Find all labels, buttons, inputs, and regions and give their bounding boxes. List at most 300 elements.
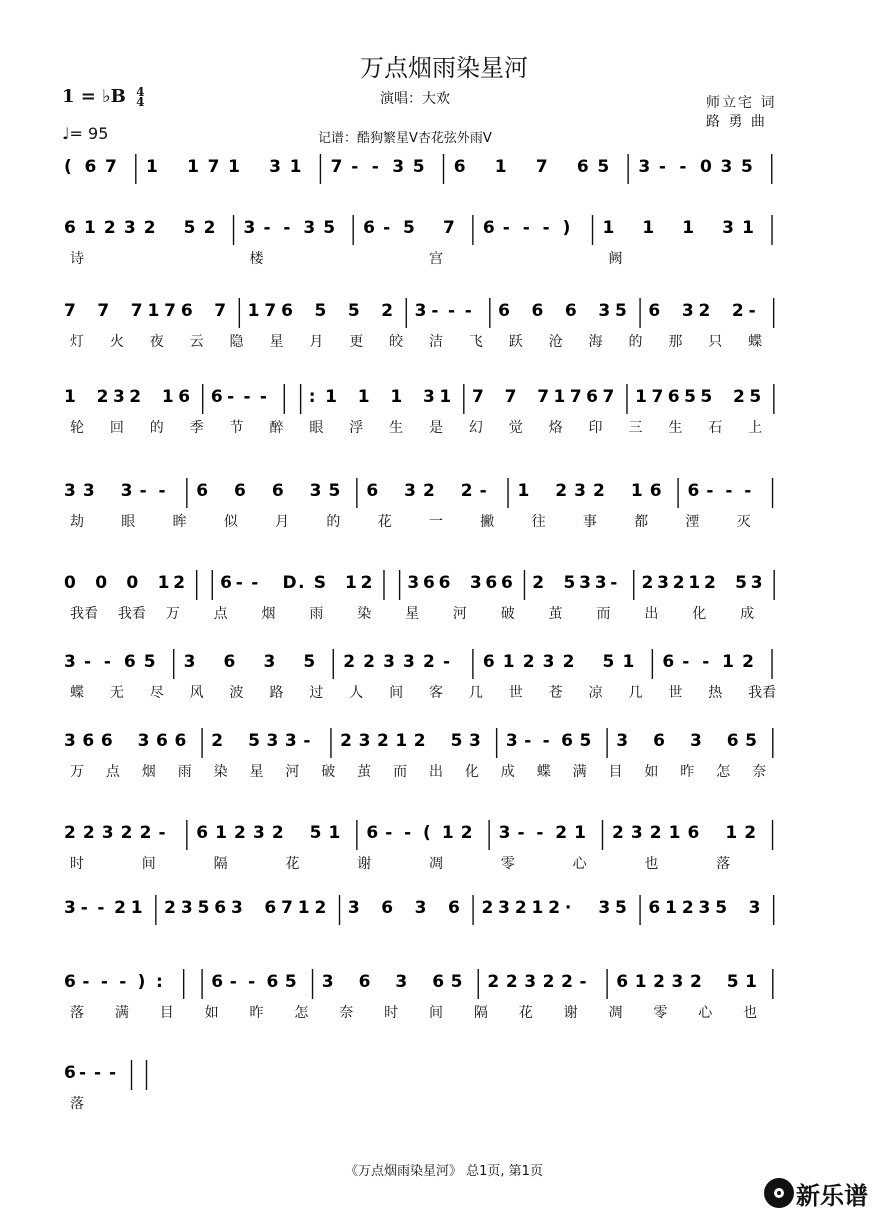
note: .	[298, 573, 305, 593]
note: (	[64, 157, 72, 177]
note: 2	[129, 387, 142, 407]
note: 1	[146, 157, 158, 177]
note: -	[119, 972, 127, 992]
note: 2	[731, 301, 744, 321]
note: -	[522, 218, 530, 238]
note: 3	[64, 898, 76, 918]
note: -	[542, 218, 550, 238]
note: 3	[383, 652, 395, 672]
note: 3	[750, 573, 763, 593]
lyric: 轮	[70, 420, 84, 436]
lyric: 印	[588, 420, 603, 436]
lyric: 阙	[608, 251, 623, 267]
note: 7	[569, 387, 582, 407]
note: 6	[653, 731, 665, 751]
note: 3	[358, 731, 371, 751]
note: (	[423, 823, 431, 843]
lyricist-credit: 师立宅 词	[706, 95, 777, 111]
note: -	[517, 823, 525, 843]
note: 3	[395, 972, 408, 992]
note: 2	[593, 481, 605, 501]
note: 5	[403, 218, 415, 238]
lyric: 生	[389, 420, 404, 436]
note: 5	[749, 387, 762, 407]
lyric: 昨	[680, 764, 695, 780]
lyric: 怎	[294, 1005, 309, 1021]
note: 3	[594, 573, 607, 593]
note: 5	[197, 898, 210, 918]
lyric: 如	[644, 764, 659, 780]
note: 1	[130, 898, 143, 918]
note: 2	[672, 573, 685, 593]
tempo-text: = 95	[69, 124, 109, 143]
note: -	[82, 972, 90, 992]
score-row	[64, 728, 773, 780]
note: 5	[615, 301, 627, 321]
note: 1	[187, 157, 199, 177]
note: 2	[120, 823, 133, 843]
note: 6	[576, 157, 589, 177]
note: 6	[438, 573, 451, 593]
note: 2	[532, 573, 545, 593]
note: 3	[505, 731, 518, 751]
note: 7	[651, 387, 664, 407]
note: 7	[207, 157, 220, 177]
note: 6	[211, 972, 224, 992]
note: 6	[501, 573, 513, 593]
note: -	[682, 652, 690, 672]
score-row	[64, 298, 774, 350]
note: 6	[84, 157, 97, 177]
note: 3	[347, 898, 360, 918]
note: 6	[564, 301, 577, 321]
note: 2	[561, 972, 573, 992]
note: 2	[689, 972, 702, 992]
quarter-note-icon: ♩	[62, 124, 70, 143]
lyric: 谢	[357, 856, 372, 872]
note: 6	[174, 731, 187, 751]
note: -	[725, 481, 733, 501]
note: 6	[366, 481, 379, 501]
note: 2	[360, 573, 373, 593]
note: -	[103, 652, 111, 672]
lyric: 夜	[149, 334, 164, 350]
lyric: 湮	[685, 514, 700, 530]
note: 5	[450, 972, 463, 992]
note: 6	[381, 898, 394, 918]
lyric: 灭	[736, 514, 751, 530]
lyric: 只	[708, 334, 723, 350]
note: 6	[649, 481, 662, 501]
lyric: 尽	[149, 685, 164, 701]
lyric: 点	[213, 606, 228, 622]
note: 5	[597, 157, 610, 177]
lyric: 诗	[70, 251, 84, 267]
note: 1	[682, 218, 695, 238]
note: 3	[657, 573, 669, 593]
note: 6	[223, 652, 236, 672]
note: 6	[366, 823, 379, 843]
lyric: 眼	[121, 514, 136, 530]
note: 6	[210, 387, 223, 407]
note: 6	[662, 652, 675, 672]
note: 6	[485, 573, 498, 593]
note: 3	[101, 823, 114, 843]
note: 2	[96, 387, 109, 407]
note: -	[744, 481, 752, 501]
note: -	[383, 218, 391, 238]
score-row	[64, 820, 773, 872]
lyric: 更	[349, 334, 364, 350]
note: -	[536, 823, 544, 843]
note: -	[139, 481, 147, 501]
note: 1	[439, 387, 452, 407]
note: 1	[157, 573, 170, 593]
note: 6	[667, 387, 680, 407]
note: -	[109, 1063, 117, 1083]
note: 2	[114, 898, 126, 918]
note: -	[283, 218, 291, 238]
lyric: 云	[189, 334, 204, 350]
score-row	[64, 895, 774, 925]
note: -	[248, 972, 256, 992]
note: 6	[64, 218, 76, 238]
note: 2	[143, 218, 156, 238]
note: 1	[357, 387, 370, 407]
note: 6	[82, 731, 95, 751]
note: 3	[616, 731, 629, 751]
composer-credit: 路 勇 曲	[706, 114, 767, 130]
note: 2	[460, 481, 473, 501]
note: 3	[698, 898, 711, 918]
note: 6	[196, 823, 209, 843]
note: 7	[281, 898, 293, 918]
note: 6	[453, 157, 466, 177]
lyric: 世	[508, 685, 523, 701]
note: 6	[482, 652, 495, 672]
lyric: 奈	[339, 1005, 354, 1021]
note: :	[308, 387, 316, 407]
note: 5	[450, 731, 463, 751]
lyric: 破	[500, 606, 515, 622]
note: 2	[653, 972, 665, 992]
note: 6	[123, 652, 136, 672]
note: 3	[671, 972, 684, 992]
lyric: 飞	[468, 334, 483, 350]
lyric: 茧	[548, 606, 563, 622]
note: 5	[740, 157, 753, 177]
note: 3	[112, 387, 125, 407]
note: 2	[505, 972, 518, 992]
time-sig-bottom: 4	[136, 95, 145, 109]
lyric: 星	[269, 334, 284, 350]
note: 5	[563, 573, 576, 593]
lyric: 的	[149, 420, 164, 436]
lyric: 波	[229, 685, 244, 701]
note: 3	[252, 823, 265, 843]
lyric: 雨	[177, 764, 192, 780]
note: 6	[498, 301, 510, 321]
note: 5	[309, 823, 322, 843]
lyric: 季	[189, 420, 204, 436]
note: 2	[733, 387, 745, 407]
note: 3	[638, 157, 651, 177]
note: 5	[745, 731, 758, 751]
note: -	[579, 972, 587, 992]
transcriber-credit: 记谱：酷狗繁星V杏花弦外雨V	[318, 131, 492, 146]
note: 3	[598, 301, 611, 321]
note: 3	[137, 731, 150, 751]
note: 3	[630, 823, 643, 843]
score-row	[64, 478, 773, 530]
note: 2	[203, 218, 216, 238]
score-row	[64, 1060, 147, 1112]
lyric: 隔	[213, 856, 228, 872]
note: 3	[542, 652, 555, 672]
note: )	[137, 972, 146, 992]
note: 3	[321, 972, 334, 992]
lyric: 花	[518, 1005, 533, 1021]
note: -	[524, 731, 532, 751]
note: 3	[263, 652, 276, 672]
lyric: 时	[70, 856, 84, 872]
note: 2	[82, 823, 95, 843]
lyric: 怎	[716, 764, 731, 780]
note: 5	[347, 301, 360, 321]
note: 2	[555, 823, 568, 843]
lyric: 三	[628, 420, 643, 436]
note: 7	[64, 301, 76, 321]
note: 3	[64, 652, 76, 672]
note: -	[502, 218, 510, 238]
lyric: 心	[572, 856, 587, 872]
note: 1	[247, 301, 260, 321]
note: 2	[742, 652, 754, 672]
note: 7	[264, 301, 277, 321]
note: 1	[634, 972, 647, 992]
note: 2	[423, 481, 435, 501]
note: 2	[423, 652, 435, 672]
note: 5	[700, 387, 713, 407]
lyric: 节	[229, 420, 244, 436]
note: )	[562, 218, 571, 238]
note: -	[351, 157, 359, 177]
lyric: 河	[452, 606, 467, 622]
note: 7	[442, 218, 455, 238]
note: 6	[726, 731, 739, 751]
note: 2	[649, 823, 662, 843]
note: 6	[214, 898, 227, 918]
note: 1	[289, 157, 302, 177]
note: 6	[561, 731, 573, 751]
note: 7	[214, 301, 227, 321]
lyric: 染	[357, 606, 372, 622]
note: 2	[641, 573, 654, 593]
note: 3	[64, 731, 76, 751]
note: 1	[517, 481, 530, 501]
note: 6	[266, 972, 279, 992]
note: 1	[531, 898, 544, 918]
lyric: 月	[275, 514, 290, 530]
note: -	[263, 218, 271, 238]
note: 5	[284, 972, 297, 992]
note: 7	[535, 157, 548, 177]
lyric: 万	[165, 606, 180, 622]
lyric: 目	[608, 764, 623, 780]
note: 2	[234, 823, 246, 843]
note: -	[431, 301, 439, 321]
lyric: 凉	[588, 685, 603, 701]
note: -	[385, 823, 393, 843]
lyric: 的	[628, 334, 643, 350]
note: 7	[504, 387, 517, 407]
lyric: 事	[582, 514, 597, 530]
lyric: 石	[708, 420, 723, 436]
lyric: 一	[429, 514, 443, 530]
lyric: 过	[309, 685, 324, 701]
note: 1	[642, 218, 655, 238]
note: -	[542, 731, 550, 751]
key-text: 1 = ♭B	[62, 86, 126, 107]
note: 1	[725, 823, 738, 843]
note: 6	[648, 301, 661, 321]
note: -	[83, 652, 92, 672]
lyric: 也	[743, 1005, 758, 1021]
note: 2	[103, 218, 116, 238]
note: 3	[681, 301, 694, 321]
lyric: 生	[668, 420, 683, 436]
lyric: 蝶	[536, 764, 551, 780]
lyric: 我看	[117, 606, 146, 622]
note: 2	[271, 823, 284, 843]
note: -	[243, 387, 251, 407]
note: -	[702, 652, 710, 672]
lyric: 染	[213, 764, 228, 780]
note: -	[100, 972, 108, 992]
lyric: 万	[70, 764, 84, 780]
note: 6	[100, 731, 113, 751]
note: 1	[395, 731, 408, 751]
note: -	[464, 301, 472, 321]
note: 2	[139, 823, 152, 843]
lyric: 出	[429, 764, 443, 780]
note: 1	[441, 823, 454, 843]
note: 6	[156, 731, 168, 751]
note: 6	[616, 972, 629, 992]
note: 3	[689, 731, 702, 751]
lyric: 蝶	[748, 334, 763, 350]
lyric: 间	[141, 856, 156, 872]
note: -	[679, 157, 687, 177]
note: -	[479, 481, 487, 501]
note: 6	[423, 573, 435, 593]
note: 2	[363, 652, 376, 672]
note: 6	[64, 1063, 76, 1083]
score-row	[64, 384, 774, 436]
note: 5	[412, 157, 425, 177]
lyric: 海	[588, 334, 603, 350]
note: 2	[164, 898, 177, 918]
note: 2	[64, 823, 76, 843]
note: 3	[230, 898, 243, 918]
note: 1	[161, 387, 174, 407]
note: 7	[97, 301, 110, 321]
note: 6	[271, 481, 284, 501]
lyric: 那	[668, 334, 683, 350]
lyric: 心	[698, 1005, 713, 1021]
singer-credit: 演唱：大欢	[380, 91, 450, 107]
note: -	[706, 481, 714, 501]
note: 2	[460, 823, 473, 843]
note: 2	[542, 972, 555, 992]
note: ·	[564, 898, 572, 918]
note: 5	[143, 652, 156, 672]
note: 3	[243, 218, 256, 238]
lyric: 往	[531, 514, 546, 530]
lyric: 无	[109, 685, 124, 701]
lyric: 几	[468, 685, 483, 701]
lyric: 几	[628, 685, 643, 701]
page-title: 万点烟雨染星河	[360, 54, 528, 82]
note: -	[658, 157, 666, 177]
lyric: 觉	[508, 420, 523, 436]
note: 3	[414, 301, 427, 321]
note: 6	[448, 898, 460, 918]
note: 6	[531, 301, 544, 321]
note: 6	[687, 823, 700, 843]
lyric: 而	[393, 764, 408, 780]
note: 1	[602, 218, 615, 238]
note: 6	[196, 481, 209, 501]
lyric: 而	[596, 606, 611, 622]
lyric: 凋	[429, 856, 443, 872]
note: 6	[432, 972, 445, 992]
lyric: 出	[644, 606, 659, 622]
note: 7	[164, 301, 177, 321]
note: 2	[698, 301, 711, 321]
note: 1	[215, 823, 228, 843]
lyric: 也	[644, 856, 659, 872]
lyric: 星	[249, 764, 264, 780]
time-sig-top: 4	[136, 85, 145, 99]
note: -	[610, 573, 618, 593]
note: 5	[726, 972, 739, 992]
lyric: 劫	[70, 514, 84, 530]
note: 1	[344, 573, 357, 593]
score-row	[64, 649, 776, 701]
lyric: 谢	[563, 1005, 578, 1021]
note: 3	[579, 573, 591, 593]
note: 2	[681, 898, 694, 918]
lyric: 的	[326, 514, 341, 530]
note: 3	[183, 652, 196, 672]
lyric: 满	[114, 1005, 129, 1021]
note: 1	[228, 157, 240, 177]
note: 3	[392, 157, 405, 177]
note: -	[158, 823, 166, 843]
note: 0	[699, 157, 712, 177]
note: 3	[748, 898, 761, 918]
lyric: 灯	[70, 334, 84, 350]
note: 6	[358, 972, 371, 992]
lyric: 眸	[172, 514, 187, 530]
note: 2	[413, 731, 426, 751]
note: 7	[130, 301, 143, 321]
note: 3	[284, 731, 297, 751]
note: 1	[553, 387, 566, 407]
note: 2	[555, 481, 568, 501]
note: 3	[64, 481, 76, 501]
